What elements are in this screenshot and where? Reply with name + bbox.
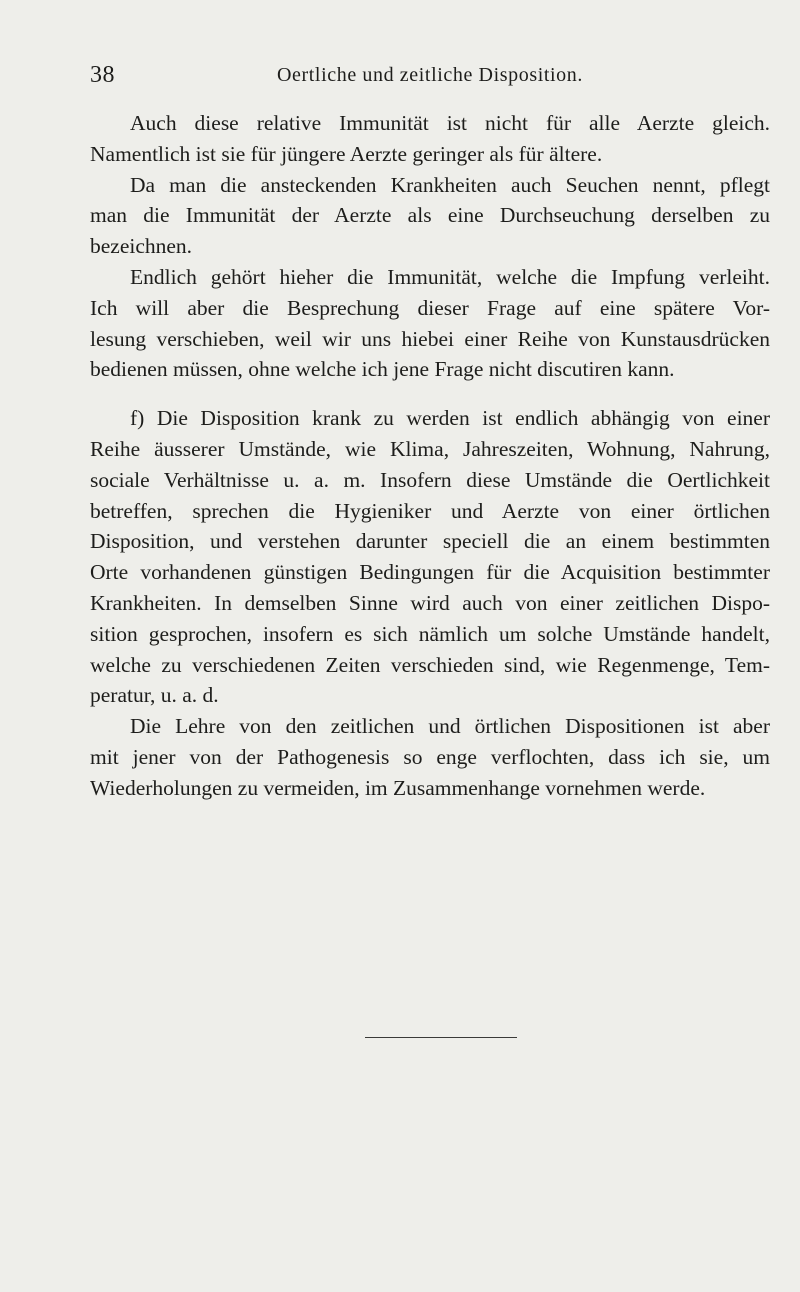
footer-rule <box>365 1037 517 1038</box>
text-line: Wiederholungen zu vermeiden, im Zusammenhange vornehmen werde. <box>90 775 706 800</box>
text-line: f) Die Disposition krank zu werden ist endlich abhängig von einer <box>130 406 770 431</box>
page-number: 38 <box>90 62 115 88</box>
page-header <box>90 62 770 92</box>
text-line: sociale Verhältnisse u. a. m. Insofern diese Umstände die Oertlichkeit <box>90 467 770 492</box>
text-line: welche zu verschiedenen Zeiten verschieden sind, wie Regenmenge, Tem- <box>90 652 770 677</box>
text-line: Orte vorhandenen günstigen Bedingungen für die Acquisition bestimmter <box>90 560 770 585</box>
text-line: peratur, u. a. d. <box>90 683 219 708</box>
paragraph <box>90 711 770 803</box>
text-line: bedienen müssen, ohne welche ich jene Frage nicht discutiren kann. <box>90 357 675 382</box>
section-gap <box>90 385 770 403</box>
text-line: Krankheiten. In demselben Sinne wird auch von einer zeitlichen Dispo- <box>90 590 770 615</box>
text-line: Die Lehre von den zeitlichen und örtlichen Dispositionen ist aber <box>130 714 770 739</box>
text-line: mit jener von der Pathogenesis so enge verflochten, dass ich sie, um <box>90 744 770 769</box>
text-line: Auch diese relative Immunität ist nicht für alle Aerzte gleich. <box>130 111 770 135</box>
body-text <box>90 108 770 804</box>
text-line: Endlich gehört hieher die Immunität, welche die Impfung verleiht. <box>130 264 770 289</box>
running-title: Oertliche und zeitliche Disposition. <box>277 64 583 86</box>
text-line: Reihe äusserer Umstände, wie Klima, Jahreszeiten, Wohnung, Nahrung, <box>90 436 770 461</box>
paragraph <box>90 108 770 170</box>
text-line: Namentlich ist sie für jüngere Aerzte geringer als für ältere. <box>90 141 603 166</box>
text-line: man die Immunität der Aerzte als eine Durchseuchung derselben zu <box>90 203 770 228</box>
text-line: Da man die ansteckenden Krankheiten auch Seuchen nennt, pflegt <box>130 172 770 197</box>
text-line: bezeichnen. <box>90 234 193 259</box>
text-line: sition gesprochen, insofern es sich nämlich um solche Umstände handelt, <box>90 621 770 646</box>
text-line: betreffen, sprechen die Hygieniker und Aerzte von einer örtlichen <box>90 498 770 523</box>
text-line: Disposition, und verstehen darunter speciell die an einem bestimmten <box>90 529 770 554</box>
paragraph <box>90 262 770 385</box>
paragraph <box>90 403 770 711</box>
paragraph <box>90 170 770 262</box>
text-line: Ich will aber die Besprechung dieser Frage auf eine spätere Vor- <box>90 295 770 320</box>
text-line: lesung verschieben, weil wir uns hiebei einer Reihe von Kunstausdrücken <box>90 326 770 351</box>
